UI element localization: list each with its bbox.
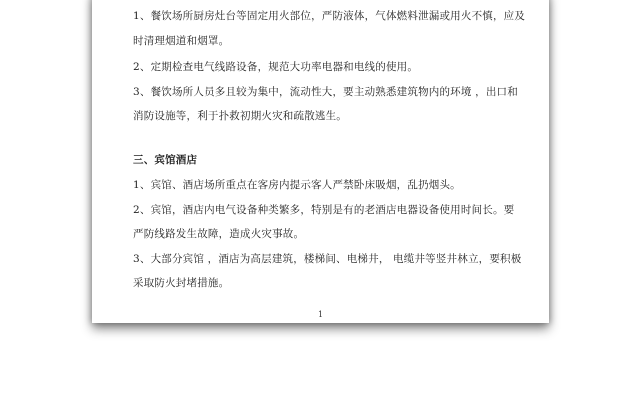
document-page — [92, 0, 549, 323]
paragraph-line: 采取防火封堵措施。 — [133, 277, 230, 289]
paragraph-line: 2、宾馆，酒店内电气设备种类繁多，特别是有的老酒店电器设备使用时间长。要 — [133, 204, 515, 216]
paragraph-line: 1、宾馆、酒店场所重点在客房内提示客人严禁卧床吸烟，乱扔烟头。 — [133, 179, 461, 191]
section-heading: 三、宾馆酒店 — [133, 154, 198, 166]
paragraph-line: 时清理烟道和烟罩。 — [133, 35, 230, 47]
paragraph-line: 严防线路发生故障，造成火灾事故。 — [133, 228, 305, 240]
page-number: 1 — [317, 310, 324, 319]
paragraph-line: 2、定期检查电气线路设备，规范大功率电器和电线的使用。 — [133, 61, 419, 73]
paragraph-line: 1、餐饮场所厨房灶台等固定用火部位，严防液体，气体燃料泄漏或用火不慎，应及 — [133, 10, 526, 22]
paragraph-line: 3、大部分宾馆 ，酒店为高层建筑，楼梯间、电梯井， 电缆井等竖井林立，要积极 — [133, 253, 522, 265]
paragraph-line: 3、餐饮场所人员多且较为集中，流动性大，要主动熟悉建筑物内的环境 ，出口和 — [133, 86, 518, 98]
paragraph-line: 消防设施等，利于扑救初期火灾和疏散逃生。 — [133, 110, 347, 122]
